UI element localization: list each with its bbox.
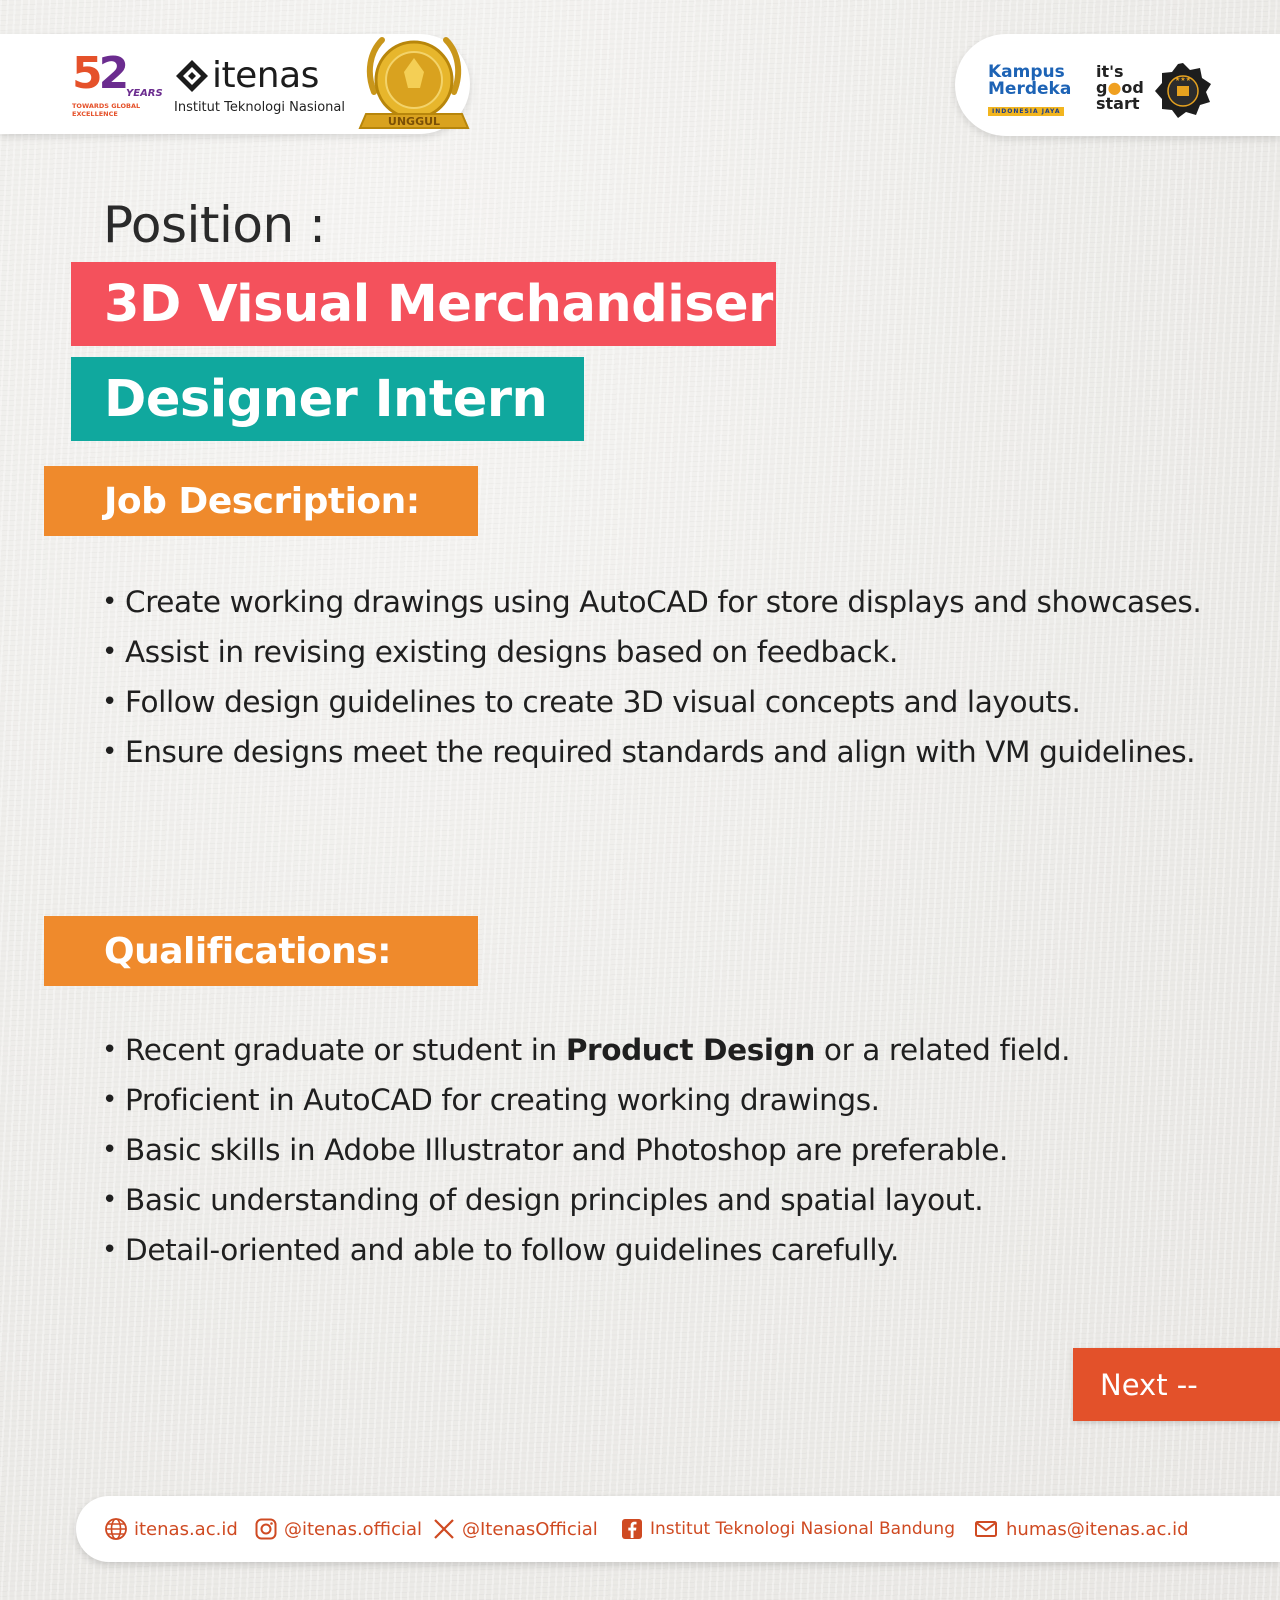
footer-facebook-link[interactable]: Institut Teknologi Nasional Bandung xyxy=(620,1496,955,1562)
list-item: • Create working drawings using AutoCAD for store displays and showcases. xyxy=(102,577,1232,627)
anniversary-years: YEARS xyxy=(126,88,163,99)
list-item: • Detail-oriented and able to follow guidelines carefully. xyxy=(102,1225,1232,1275)
institution-name: Institut Teknologi Nasional xyxy=(174,100,345,115)
qualifications-heading: Qualifications: xyxy=(44,916,478,986)
anniversary-digit-5: 5 xyxy=(72,48,99,99)
mail-icon xyxy=(972,1517,1000,1541)
accreditation-label: UNGGUL xyxy=(387,115,441,128)
next-button[interactable] xyxy=(1073,1348,1280,1421)
footer-x-link[interactable]: @ItenasOfficial xyxy=(432,1496,598,1562)
its-good-start-logo: it's g●od start xyxy=(1096,62,1144,113)
position-title-line2 xyxy=(71,357,584,441)
list-item: • Assist in revising existing designs based on feedback. xyxy=(102,627,1232,677)
good-start-seal-icon xyxy=(1154,62,1212,120)
facebook-icon xyxy=(620,1517,644,1541)
position-title-line2-text: Designer Intern xyxy=(104,369,548,429)
job-description-list xyxy=(102,577,1232,777)
qualifications-list xyxy=(102,1025,1232,1275)
kampus-merdeka-logo: Kampus Merdeka INDONESIA JAYA xyxy=(988,62,1072,115)
anniversary-digit-2: 2 xyxy=(98,48,126,99)
accreditation-unggul-badge xyxy=(352,22,476,146)
list-item: • Follow design guidelines to create 3D visual concepts and layouts. xyxy=(102,677,1232,727)
next-button-label: Next -- xyxy=(1100,1367,1198,1402)
footer-instagram-link[interactable]: @itenas.official xyxy=(254,1496,422,1562)
contact-footer xyxy=(76,1496,1280,1562)
globe-icon xyxy=(104,1517,128,1541)
anniversary-52-logo xyxy=(72,48,163,122)
anniversary-tagline: TOWARDS GLOBAL EXCELLENCE xyxy=(72,102,141,118)
instagram-icon xyxy=(254,1517,278,1541)
list-item: • Recent graduate or student in Product Design or a related field. xyxy=(102,1025,1232,1075)
position-title-line1 xyxy=(71,262,776,346)
itenas-wordmark: itenas xyxy=(212,55,319,96)
list-item: • Basic skills in Adobe Illustrator and Photoshop are preferable. xyxy=(102,1125,1232,1175)
position-title-line1-text: 3D Visual Merchandiser xyxy=(104,274,773,334)
list-item: • Basic understanding of design principles and spatial layout. xyxy=(102,1175,1232,1225)
emphasis-product-design: Product Design xyxy=(565,1033,815,1067)
footer-email-link[interactable]: humas@itenas.ac.id xyxy=(972,1496,1189,1562)
list-item: • Proficient in AutoCAD for creating working drawings. xyxy=(102,1075,1232,1125)
svg-text:★★★: ★★★ xyxy=(1174,76,1192,83)
x-icon xyxy=(432,1517,456,1541)
itenas-logo[interactable] xyxy=(174,54,344,124)
list-item: • Ensure designs meet the required standards and align with VM guidelines. xyxy=(102,727,1232,777)
job-description-heading: Job Description: xyxy=(44,466,478,536)
footer-website-link[interactable]: itenas.ac.id xyxy=(104,1496,238,1562)
itenas-diamond-icon xyxy=(174,58,210,94)
position-label: Position : xyxy=(103,196,326,254)
